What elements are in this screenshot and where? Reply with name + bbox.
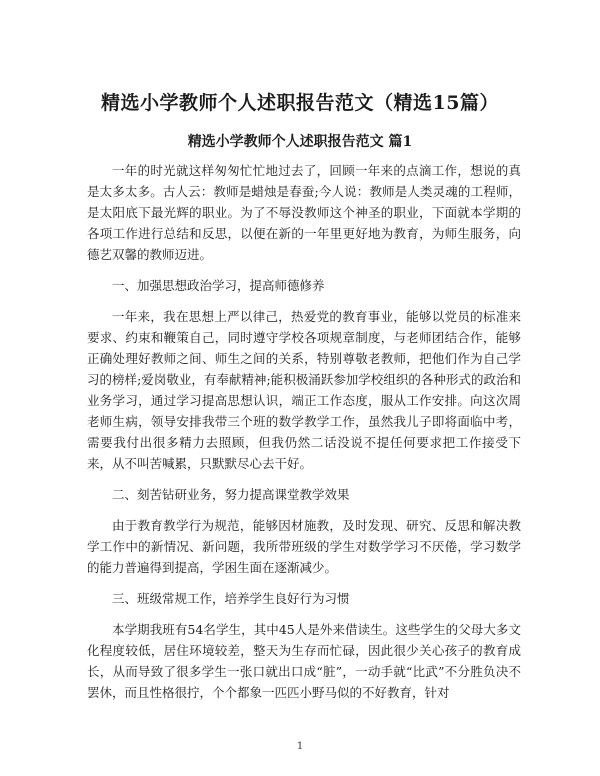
paragraph-1: 一年来，我在思想上严以律己，热爱党的教育事业，能够以党员的标准来要求、约束和鞭策自己，同时遵守学校各项规章制度，与老师团结合作，能够正确处理好教师之间、师生之间的关系，特别尊敬老教师，把他们作为自己学习的榜样;爱岗敬业，有奉献精神;能积极涌跃参加学校组织的各种形式的政治和业务学习，通过学习提高思想认识，端正工作态度，服从工作安排。向这次周老师生病，领导安排我带三个班的数学教学工作，虽然我儿子即将面临中考，需要我付出很多精力去照顾，但我仍然二话没说不提任何要求把工作接受下来，从不叫苦喊累，只默默尽心去干好。 xyxy=(87,309,521,471)
document-body xyxy=(87,160,521,713)
document-title: 精选小学教师个人述职报告范文（精选15篇） xyxy=(101,92,499,114)
heading-2: 二、刻苦钻研业务，努力提高课堂教学效果 xyxy=(112,487,350,502)
heading-3: 三、班级常规工作，培养学生良好行为习惯 xyxy=(112,591,350,606)
page-number: 1 xyxy=(296,741,304,752)
paragraph-intro: 一年的时光就这样匆匆忙忙地过去了，回顾一年来的点滴工作，想说的真是太多太多。古人云：教师是蜡烛是春蚕;今人说：教师是人类灵魂的工程师，是太阳底下最光辉的职业。为了不辱没教师这个神圣的职业，下面就本学期的各项工作进行总结和反思，以便在新的一年里更好地为教育，为师生服务，向德艺双馨的教师迈进。 xyxy=(87,163,521,262)
section-title: 精选小学教师个人述职报告范文 篇1 xyxy=(187,134,413,150)
paragraph-3: 本学期我班有54名学生，其中45人是外来借读生。这些学生的父母大多文化程度较低，居住环境较差，整天为生存而忙碌，因此很少关心孩子的教育成长，从而导致了很多学生一张口就出口成“脏”，一动手就“比武”不分胜负决不罢休，而且性格很拧，个个都象一匹匹小野马似的不好教育，针对 xyxy=(87,622,521,700)
paragraph-2: 由于教育教学行为规范，能够因材施教，及时发现、研究、反思和解决教学工作中的新情况、新问题，我所带班级的学生对数学学习不厌倦，学习数学的能力普遍得到提高，学困生面在逐渐减少。 xyxy=(87,518,521,575)
heading-1: 一、加强思想政治学习，提高师德修养 xyxy=(112,278,325,293)
